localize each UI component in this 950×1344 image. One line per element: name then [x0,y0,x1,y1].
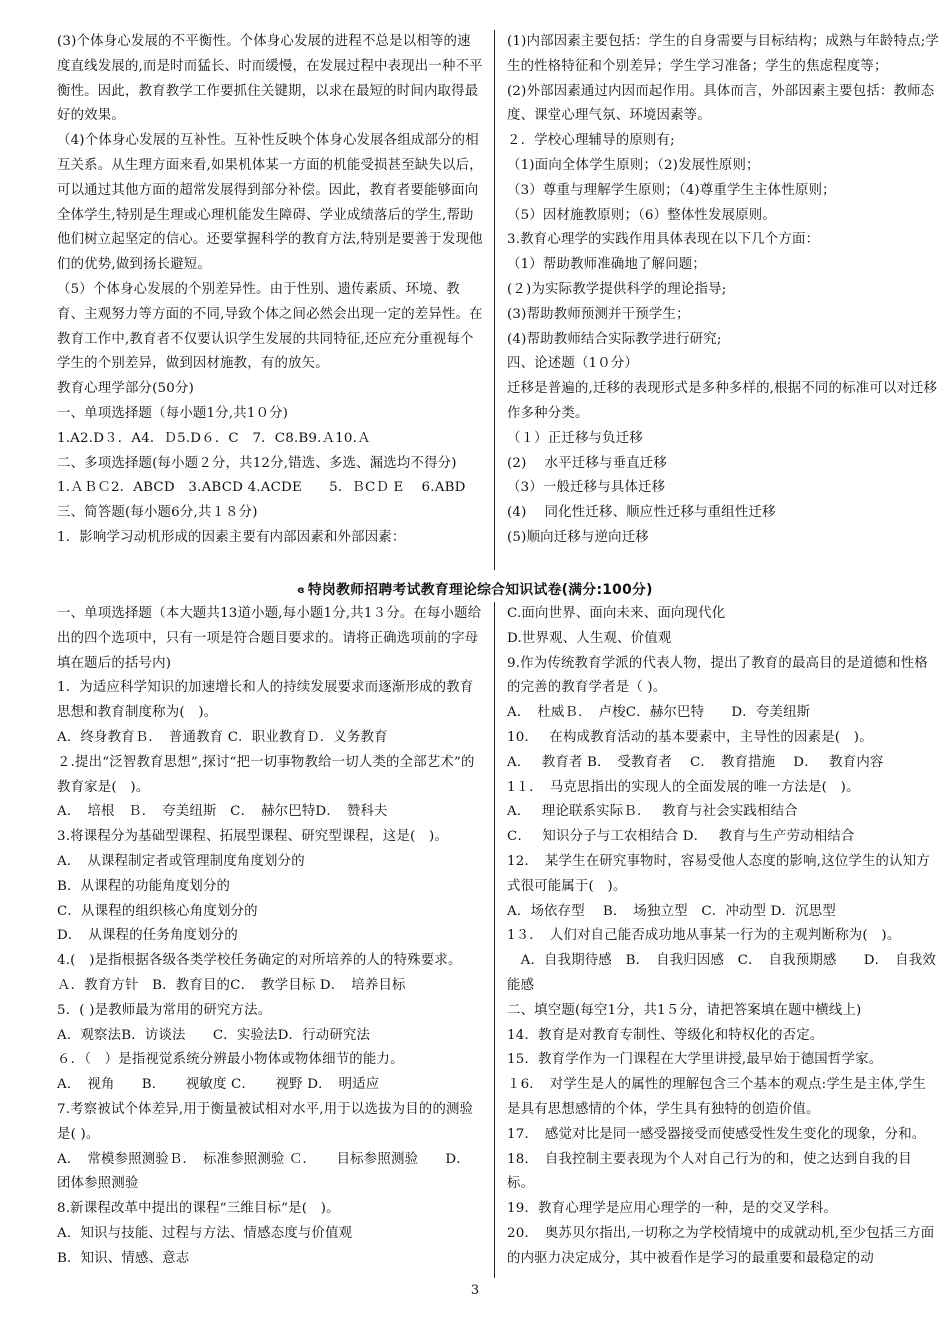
text-paragraph: （3）一般迁移与具体迁移 [507,480,666,496]
exam-section-title [0,578,950,598]
text-paragraph: ２.提出“泛智教育思想”,探讨“把一切事物教给一切人类的全部艺术”的教育家是( )。 [57,754,475,795]
text-paragraph: A． 常模参照测验Ｂ． 标准参照测验 Ｃ． 目标参照测验 D．团体参照测验 [57,1151,470,1192]
text-paragraph: (2)外部因素通过内因而起作用。具体而言，外部因素主要包括：教师态度、课堂心理气氛、环境因素等。 [507,83,935,124]
text-paragraph: 10． 在构成教育活动的基本要素中，主导性的因素是( )。 [507,729,873,745]
text-paragraph: ６．（ ）是指视觉系统分辨最小物体或物体细节的能力。 [57,1052,404,1068]
text-paragraph: A． 杜威Ｂ． 卢梭C．赫尔巴特 D．夸美纽斯 [507,705,811,721]
text-paragraph: C． 知识分子与工农相结合 D． 教育与生产劳动相结合 [507,829,855,845]
text-paragraph: A． 培根 Ｂ． 夸美纽斯 C． 赫尔巴特D． 赞科夫 [57,804,388,820]
text-paragraph: 12． 某学生在研究事物时，容易受他人态度的影响,这位学生的认知方式很可能属于( )。 [507,853,930,894]
text-paragraph: 1.ＡＢＣ2．ABCD 3.ABCD 4.ACDE 5．ＢCＤ E 6.ABD [57,480,466,496]
text-paragraph: (2) 水平迁移与垂直迁移 [507,455,667,471]
text-paragraph: 三、简答题(每小题6分,共１８分) [57,505,258,521]
text-paragraph: A． 视角 B． 视敏度 C． 视野 D． 明适应 [57,1077,380,1093]
text-paragraph: 9.作为传统教育学派的代表人物，提出了教育的最高目的是道德和性格的完善的教育学者是（ )。 [507,655,928,696]
text-paragraph: A． 教育者 B． 受教育者 C． 教育措施 D． 教育内容 [507,754,884,770]
text-paragraph: (２)为实际教学提供科学的理论指导; [507,281,727,297]
text-paragraph: 14．教育是对教育专制性、等级化和特权化的否定。 [507,1027,824,1043]
text-paragraph: (4)帮助教师结合实际教学进行研究; [507,331,722,347]
top-left-column [57,30,483,551]
text-paragraph: 17． 感觉对比是同一感受器接受而使感受性发生变化的现象，分和。 [507,1126,926,1142]
text-paragraph: （1）帮助教师准确地了解问题； [507,257,706,273]
text-paragraph: （3）尊重与理解学生原则；（4)尊重学生主体性原则； [507,182,836,198]
text-paragraph: Ａ．教育方针 B．教育目的C． 教学目标 D． 培养目标 [57,977,406,993]
text-paragraph: 二、填空题(每空1分，共1５分，请把答案填在题中横线上) [507,1002,862,1018]
text-paragraph: (3)帮助教师预测并干预学生； [507,306,690,322]
text-paragraph: 7.考察被试个体差异,用于衡量被试相对水平,用于以选拔为目的的测验是( )。 [57,1101,474,1142]
text-paragraph: A．终身教育Ｂ． 普通教育 C．职业教育Ｄ．义务教育 [57,729,388,745]
title-marker: ɞ [297,585,305,596]
text-paragraph: D． 从课程的任务角度划分的 [57,928,238,944]
page-number: 3 [470,1283,480,1298]
text-paragraph: 迁移是普遍的,迁移的表现形式是多种多样的,根据不同的标准可以对迁移作多种分类。 [507,381,938,421]
text-paragraph: 20． 奥苏贝尔指出,一切称之为学校情境中的成就动机,至少包括三方面的内驱力决定成分，其中被看作是学习的最重要和最稳定的动 [507,1225,935,1266]
text-paragraph: （4)个体身心发展的互补性。互补性反映个体身心发展各组成部分的相互关系。从生理方面来看,如果机体某一方面的机能受损甚至缺失以后，可以通过其他方面的超常发展得到部分补偿。因此，教育者要能够面向全体学生,特别是生理或心理机能发生障碍、学业成绩落后的学生,帮助他们树立起坚定的信心。还要掌握科学的教育方法,特别是要善于发现他们的优势,做到扬长避短。 [57,133,483,273]
text-paragraph: 5．( )是教师最为常用的研究方法。 [57,1002,272,1018]
text-paragraph: 一、单项选择题（本大题共13道小题,每小题1分,共1３分。在每小题给出的四个选项中，只有一项是符合题目要求的。请将正确选项前的字母填在题后的括号内) [57,606,482,671]
text-paragraph: (1)内部因素主要包括：学生的自身需要与目标结构；成熟与年龄特点;学生的性格特征和个别差异；学生学习准备；学生的焦虑程度等； [507,34,939,74]
text-paragraph: D.世界观、人生观、价值观 [507,630,672,646]
text-paragraph: （1)面向全体学生原则；（2)发展性原则； [507,157,760,173]
text-paragraph: (3)个体身心发展的不平衡性。个体身心发展的进程不总是以相等的速度直线发展的,而是时而猛长、时而缓慢，在发展过程中表现出一种不平衡性。因此，教育教学工作要抓住关键期，以求在最短的时间内取得最好的效果。 [57,34,483,124]
text-paragraph: ２．学校心理辅导的原则有; [507,133,675,149]
text-paragraph: 1．为适应科学知识的加速增长和人的持续发展要求而逐渐形成的教育思想和教育制度称为( )。 [57,680,474,721]
text-paragraph: 四、论述题（1０分） [507,356,639,372]
text-paragraph: C.面向世界、面向未来、面向现代化 [507,606,726,621]
text-paragraph: 1１． 马克思指出的实现人的全面发展的唯一方法是( )。 [507,779,860,795]
text-paragraph: 1.A2.D３．A4．Ｄ5.D６．C 7．C8.B9.Ａ10.Ａ [57,430,371,446]
text-paragraph: 1．影响学习动机形成的因素主要有内部因素和外部因素： [57,529,406,545]
text-paragraph: A．自我期待感 B． 自我归因感 C． 自我预期感 D． 自我效能感 [507,953,936,993]
text-paragraph: １6． 对学生是人的属性的理解包含三个基本的观点:学生是主体,学生是具有思想感情的个体，学生具有独特的创造价值。 [507,1077,926,1117]
text-paragraph: 3.教育心理学的实践作用具体表现在以下几个方面： [507,232,820,248]
text-paragraph: A．观察法B．访谈法 C．实验法D．行动研究法 [57,1027,371,1043]
text-paragraph: A．知识与技能、过程与方法、情感态度与价值观 [57,1225,353,1241]
column-divider-top [494,30,495,570]
text-paragraph: A．场依存型 B． 场独立型 C．冲动型 D．沉思型 [507,903,836,919]
column-divider-bottom [494,602,495,1278]
text-paragraph: B．知识、情感、意志 [57,1250,190,1266]
text-paragraph: 15．教育学作为一门课程在大学里讲授,最早始于德国哲学家。 [507,1052,883,1068]
text-paragraph: A． 理论联系实际Ｂ． 教育与社会实践相结合 [507,804,798,820]
text-paragraph: (5)顺向迁移与逆向迁移 [507,529,649,545]
text-paragraph: 一、单项选择题（每小题1分,共1０分) [57,405,289,421]
text-paragraph: （5）因材施教原则；（6）整体性发展原则。 [507,207,776,223]
text-paragraph: （5）个体身心发展的个别差异性。由于性别、遗传素质、环境、教育、主观努力等方面的不同,导致个体之间必然会出现一定的差异性。在教育工作中,教育者不仅要认识学生发展的共同特征,还应充分重视每个学生的个别差异，做到因材施教，有的放矢。 [57,281,483,372]
text-paragraph: A． 从课程制定者或管理制度角度划分的 [57,853,305,869]
text-paragraph: (4) 同化性迁移、顺应性迁移与重组性迁移 [507,505,776,521]
text-paragraph: B．从课程的功能角度划分的 [57,878,231,894]
bottom-right-column [507,602,939,1272]
text-paragraph: 8.新课程改革中提出的课程“三维目标”是( )。 [57,1201,340,1217]
text-paragraph: （１）正迁移与负迁移 [507,430,643,446]
text-paragraph: 4.( )是指根据各级各类学校任务确定的对所培养的人的特殊要求。 [57,953,462,969]
text-paragraph: 3.将课程分为基础型课程、拓展型课程、研究型课程，这是( )。 [57,829,448,845]
top-right-column [507,30,939,551]
text-paragraph: C．从课程的组织核心角度划分的 [57,903,258,919]
text-paragraph: 二、多项选择题(每小题２分，共12分,错选、多选、漏选均不得分) [57,455,457,471]
text-paragraph: 1３． 人们对自己能否成功地从事某一行为的主观判断称为( )。 [507,928,901,944]
bottom-left-column [57,602,483,1272]
text-paragraph: 19．教育心理学是应用心理学的一种，是的交叉学科。 [507,1201,838,1217]
text-paragraph: 18． 自我控制主要表现为个人对自己行为的和，使之达到自我的目标。 [507,1151,912,1192]
section-title-text: 特岗教师招聘考试教育理论综合知识试卷(满分:100分) [307,582,653,598]
text-paragraph: 教育心理学部分(50分) [57,381,195,397]
